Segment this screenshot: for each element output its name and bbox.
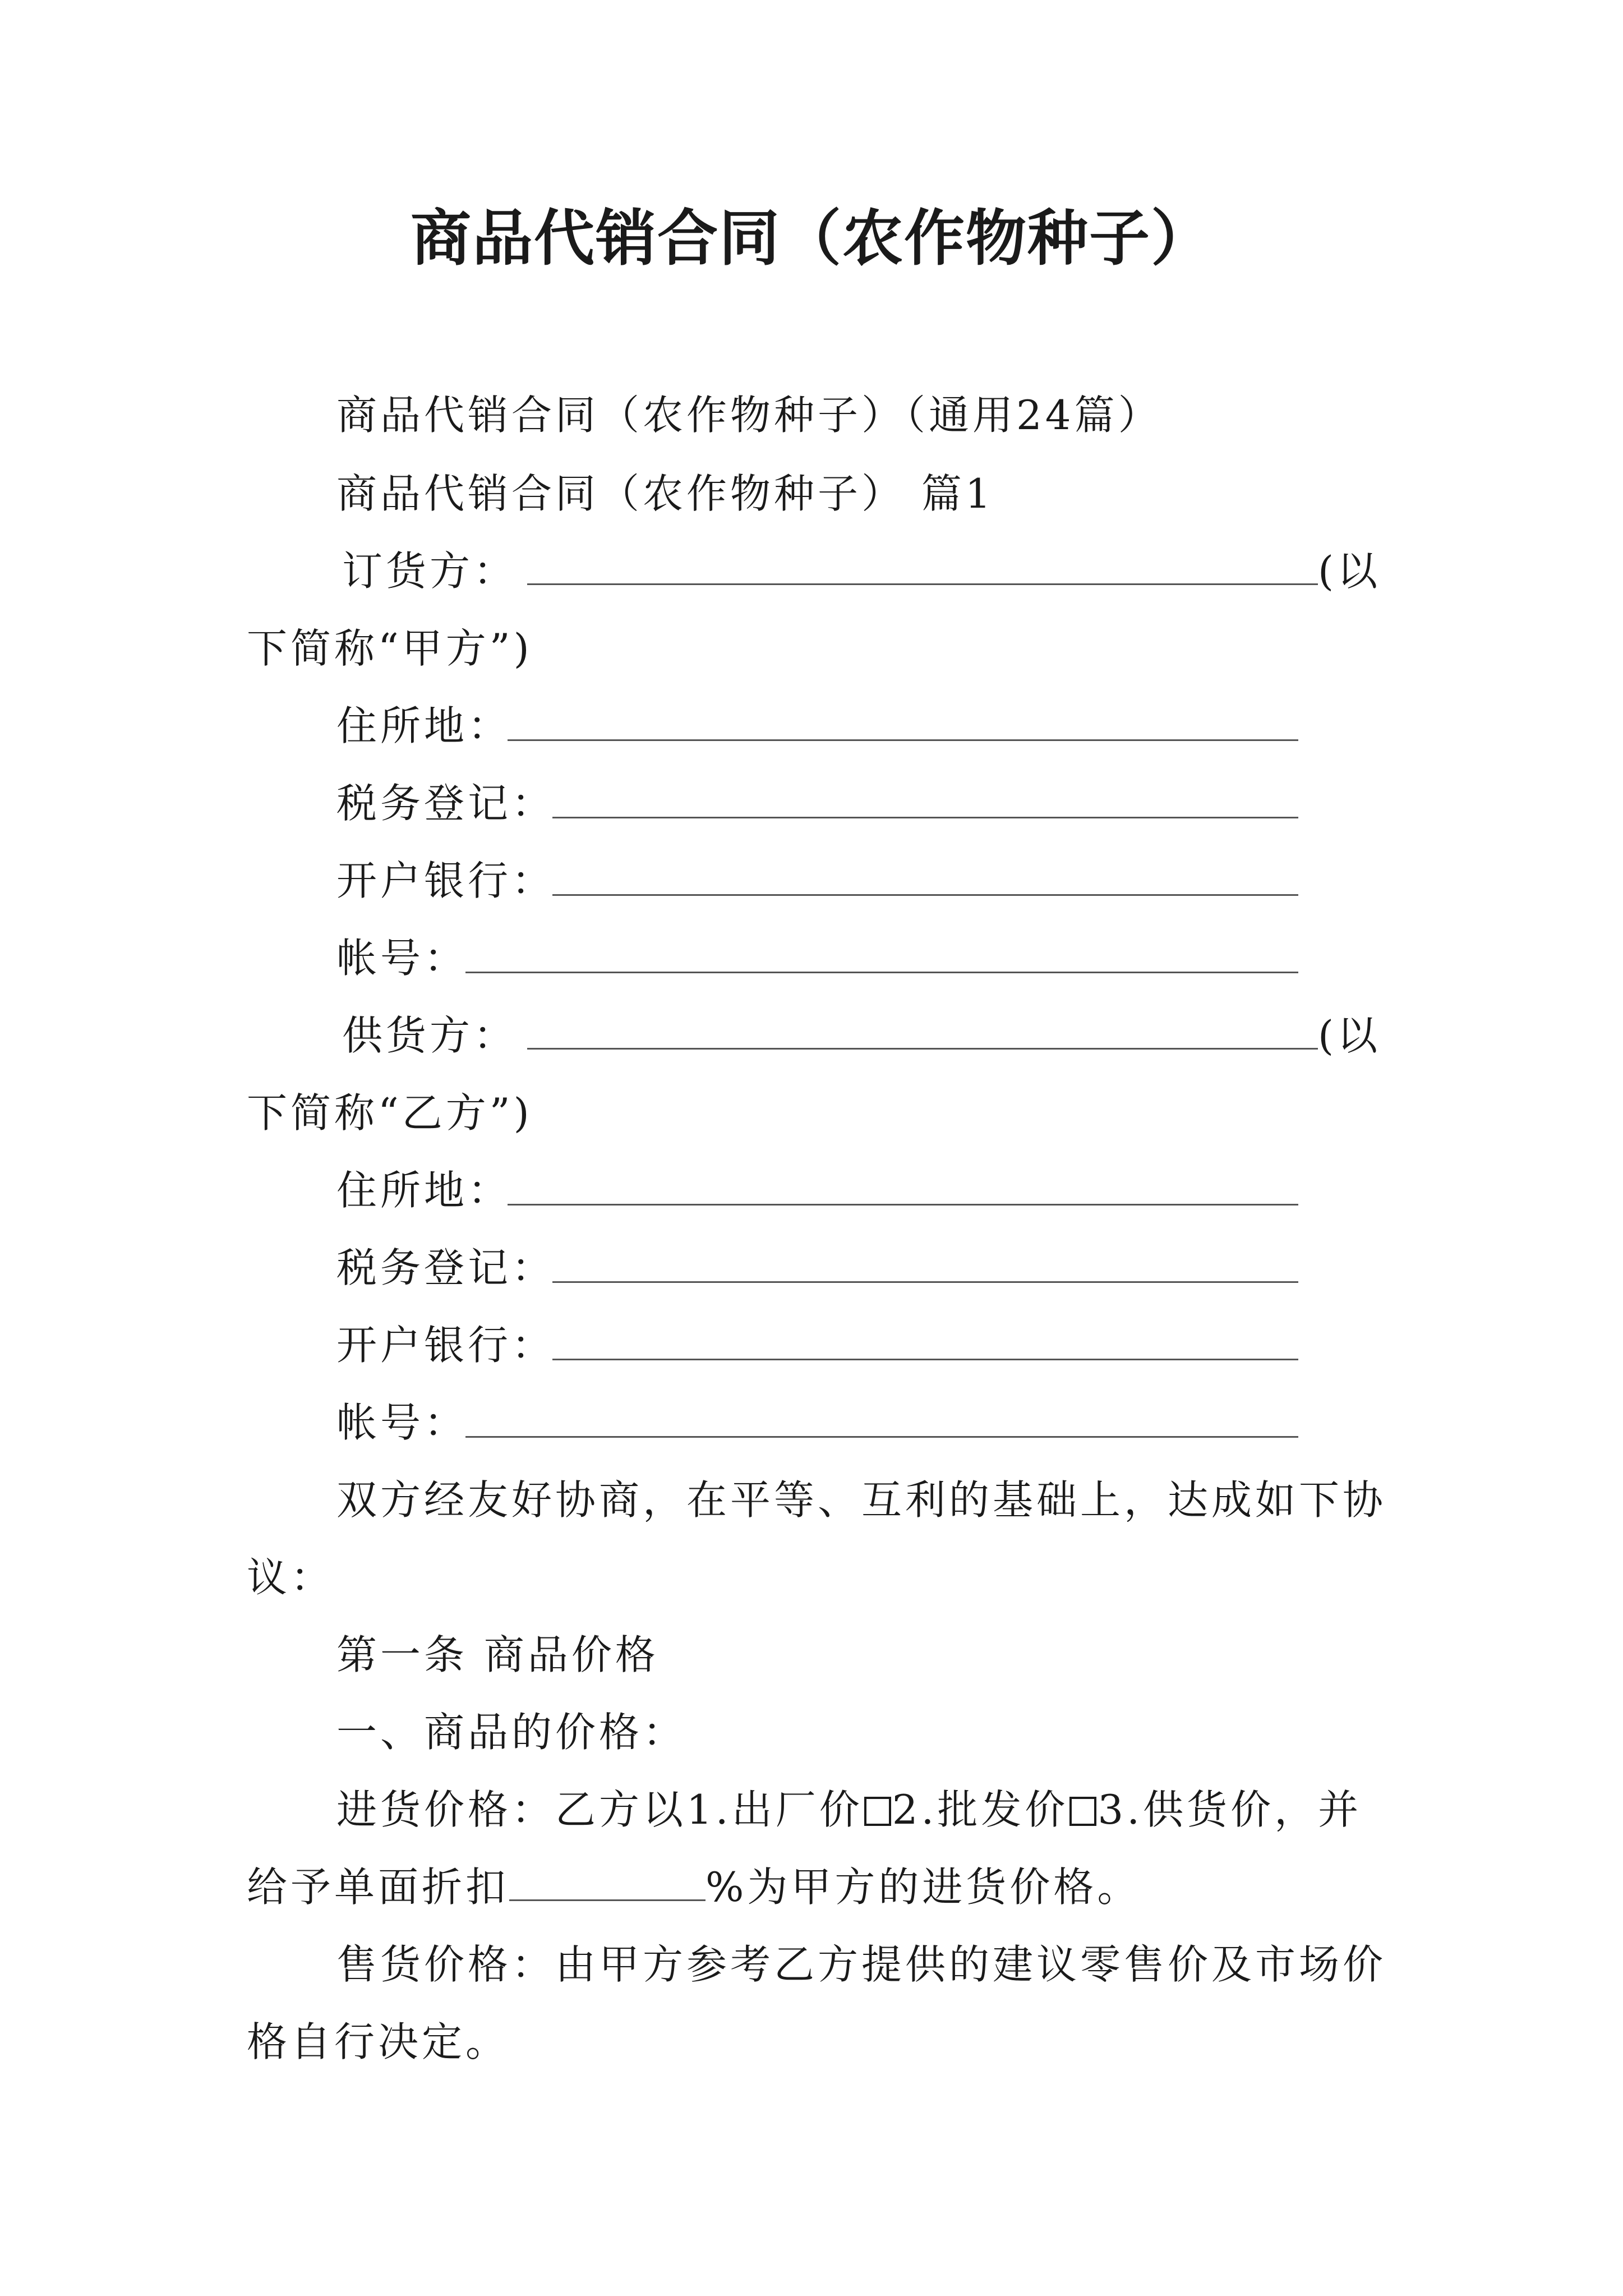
party-a-bank-blank[interactable]: [552, 894, 1298, 896]
party-a-account-label: 帐号：: [336, 935, 468, 982]
document-subtitle: 商品代销合同（农作物种子）（通用24篇）: [336, 392, 1162, 439]
party-b-name-label: 供货方：: [342, 1012, 518, 1059]
purchase-price-option3: 3.供货价，并: [1098, 1786, 1362, 1833]
purchase-price-line1: [336, 1782, 1362, 1838]
party-b-account-blank[interactable]: [465, 1436, 1298, 1438]
party-b-name-continuation: 下简称“乙方”): [247, 1089, 533, 1137]
party-a-account-blank[interactable]: [465, 972, 1298, 973]
sale-price-line2: 格自行决定。: [247, 2018, 510, 2065]
checkbox-wholesale-price[interactable]: [1069, 1797, 1096, 1826]
section-heading: 商品代销合同（农作物种子） 篇1: [336, 470, 994, 517]
party-a-name-label: 订货方：: [342, 547, 518, 595]
party-b-name-suffix: (以: [1318, 1012, 1381, 1059]
party-a-address-label: 住所地：: [336, 702, 512, 749]
discount-prefix: 给予单面折扣: [247, 1864, 510, 1911]
party-a-name-suffix: (以: [1318, 547, 1381, 595]
discount-suffix: %为甲方的进货价格。: [706, 1864, 1141, 1911]
party-b-address-label: 住所地：: [336, 1167, 512, 1214]
purchase-price-option2: 2.批发价: [892, 1786, 1069, 1833]
purchase-price-line2: [247, 1859, 1141, 1915]
party-b-bank-label: 开户银行：: [336, 1322, 556, 1369]
party-b-name-blank[interactable]: [527, 1048, 1318, 1050]
party-a-name-continuation: 下简称“甲方”): [247, 625, 533, 672]
checkbox-factory-price[interactable]: [864, 1797, 891, 1826]
party-a-bank-label: 开户银行：: [336, 857, 556, 904]
purchase-price-prefix: 进货价格：乙方以1.出厂价: [336, 1786, 863, 1833]
clause-1-title: 一、商品的价格：: [336, 1709, 687, 1756]
party-b-account-label: 帐号：: [336, 1399, 468, 1446]
sale-price-line1: 售货价格：由甲方参考乙方提供的建议零售价及市场价: [336, 1941, 1387, 1988]
party-a-name-blank[interactable]: [527, 583, 1318, 585]
party-b-tax-label: 税务登记：: [336, 1244, 556, 1291]
agreement-text-line2: 议：: [247, 1554, 335, 1601]
party-a-address-blank[interactable]: [508, 739, 1298, 741]
agreement-text-line1: 双方经友好协商，在平等、互利的基础上，达成如下协: [336, 1476, 1387, 1524]
party-a-tax-blank[interactable]: [552, 817, 1298, 818]
party-b-address-blank[interactable]: [508, 1204, 1298, 1205]
discount-blank[interactable]: [509, 1866, 706, 1901]
party-b-tax-blank[interactable]: [552, 1281, 1298, 1283]
party-a-tax-label: 税务登记：: [336, 780, 556, 827]
article-1-title: 第一条 商品价格: [336, 1631, 659, 1678]
document-title: 商品代销合同（农作物种子）: [410, 203, 1212, 274]
party-b-bank-blank[interactable]: [552, 1359, 1298, 1360]
